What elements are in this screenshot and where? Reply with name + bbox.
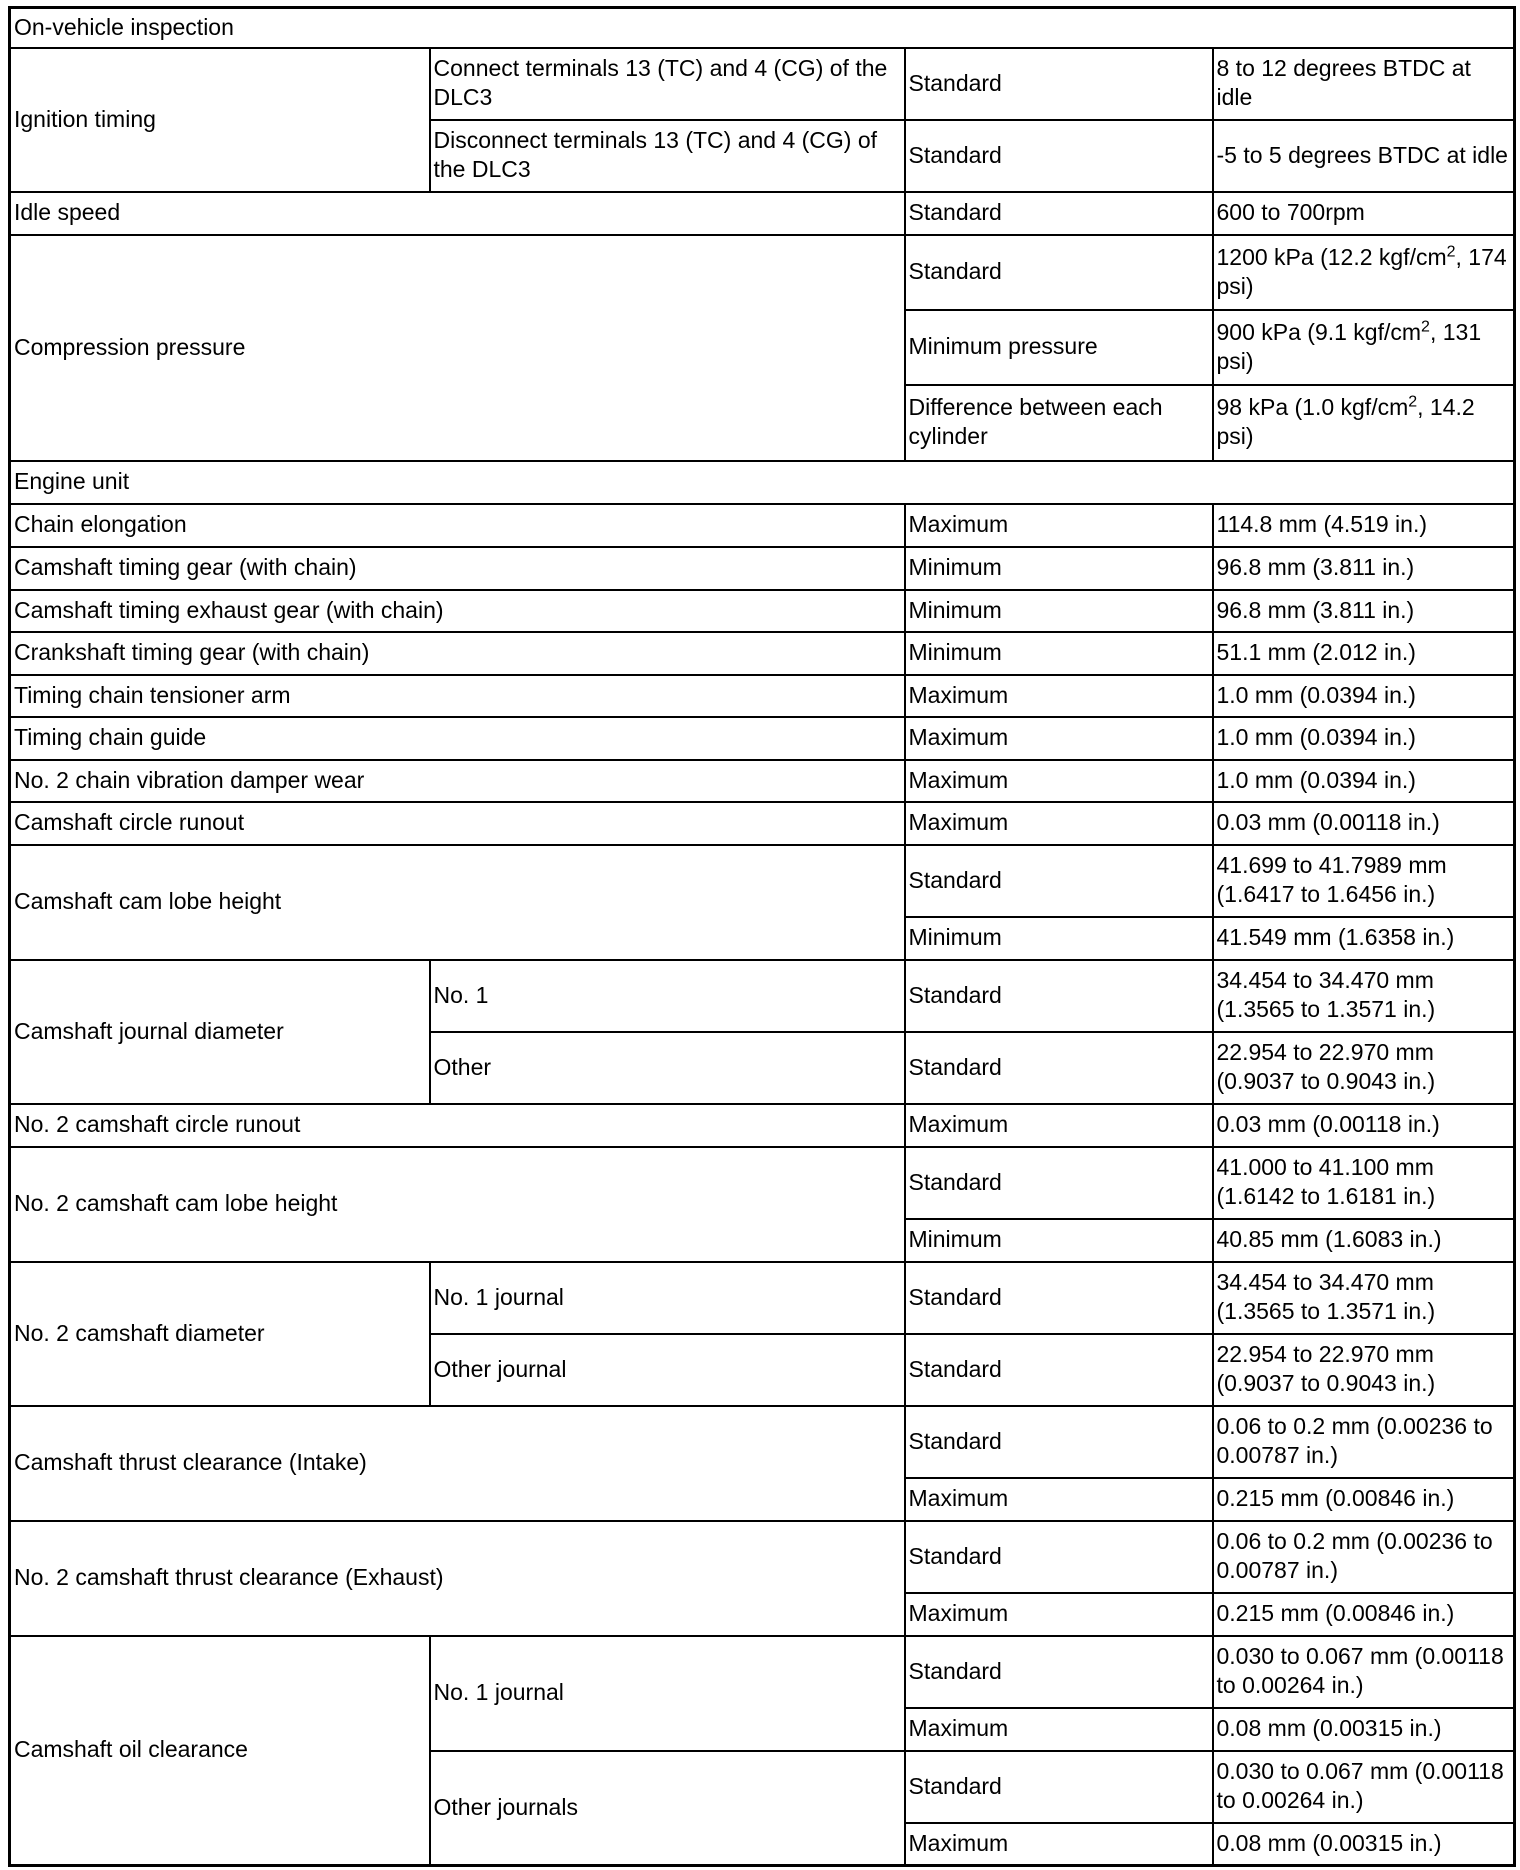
spec-type xyxy=(905,1478,1213,1521)
cell-text: 114.8 mm (4.519 in.) xyxy=(1216,511,1428,537)
cell-text: No. 1 xyxy=(433,981,489,1008)
cell-text: Maximum xyxy=(908,766,1009,793)
spec-type xyxy=(905,590,1213,632)
spec-value xyxy=(1213,1406,1515,1478)
cell-text: Camshaft thrust clearance (Intake) xyxy=(14,1449,367,1475)
condition-label xyxy=(430,120,905,192)
item-label xyxy=(10,192,905,235)
cell-text: Disconnect terminals 13 (TC) and 4 (CG) of the DLC3 xyxy=(433,127,878,182)
table-row xyxy=(10,48,1515,120)
table-row xyxy=(10,1636,1515,1708)
cell-text: 0.08 mm (0.00315 in.) xyxy=(1216,1715,1442,1741)
spec-type xyxy=(905,1104,1213,1147)
superscript: 2 xyxy=(1408,393,1418,411)
cell-text: Maximum xyxy=(908,1485,1009,1511)
spec-table-body xyxy=(10,8,1515,1866)
cell-text: Maximum xyxy=(908,511,1009,537)
section-header-engine-unit xyxy=(10,461,1515,504)
cell-text: Standard xyxy=(908,258,1002,284)
cell-text: Camshaft timing gear (with chain) xyxy=(14,554,357,580)
table-row xyxy=(10,717,1515,760)
cell-text: Other journals xyxy=(433,1793,578,1820)
cell-text: 0.030 to 0.067 mm (0.00118 to 0.00264 in.) xyxy=(1216,1643,1504,1698)
cell-text: 51.1 mm (2.012 in.) xyxy=(1216,639,1416,665)
spec-value xyxy=(1213,675,1515,717)
spec-value xyxy=(1213,1593,1515,1636)
cell-text: Standard xyxy=(908,1168,1002,1195)
cell-text: 900 kPa (9.1 kgf/cm xyxy=(1216,318,1422,345)
spec-type xyxy=(905,960,1213,1032)
spec-type xyxy=(905,1334,1213,1406)
spec-value xyxy=(1213,590,1515,632)
spec-table xyxy=(8,6,1516,1867)
cell-text: 0.08 mm (0.00315 in.) xyxy=(1216,1829,1442,1856)
superscript: 2 xyxy=(1446,242,1456,260)
spec-value xyxy=(1213,385,1515,461)
spec-value xyxy=(1213,547,1515,590)
item-label xyxy=(10,845,905,960)
cell-text: Engine unit xyxy=(14,468,130,494)
cell-text: Camshaft timing exhaust gear (with chain) xyxy=(14,596,444,623)
superscript: 2 xyxy=(1421,317,1430,335)
cell-text: 0.06 to 0.2 mm (0.00236 to 0.00787 in.) xyxy=(1216,1528,1493,1583)
cell-text: Standard xyxy=(908,1283,1002,1310)
cell-text: 0.215 mm (0.00846 in.) xyxy=(1216,1600,1455,1626)
table-row xyxy=(10,675,1515,717)
spec-value xyxy=(1213,1032,1515,1104)
cell-text: Maximum xyxy=(908,1600,1009,1626)
cell-text: Minimum xyxy=(908,554,1002,580)
spec-value xyxy=(1213,960,1515,1032)
table-row xyxy=(10,590,1515,632)
spec-value xyxy=(1213,1334,1515,1406)
cell-text: Minimum pressure xyxy=(908,333,1098,359)
spec-type xyxy=(905,120,1213,192)
cell-text: No. 2 camshaft cam lobe height xyxy=(14,1190,338,1216)
spec-value xyxy=(1213,1636,1515,1708)
cell-text: Maximum xyxy=(908,1715,1009,1741)
spec-value xyxy=(1213,120,1515,192)
cell-text: Camshaft oil clearance xyxy=(14,1736,248,1763)
condition-label xyxy=(430,1334,905,1406)
item-label xyxy=(10,1406,905,1521)
spec-value xyxy=(1213,1708,1515,1751)
spec-type xyxy=(905,675,1213,717)
spec-value xyxy=(1213,192,1515,235)
spec-value xyxy=(1213,1219,1515,1262)
cell-text: No. 2 camshaft circle runout xyxy=(14,1111,301,1137)
spec-value xyxy=(1213,845,1515,917)
spec-type xyxy=(905,1521,1213,1593)
cell-text-continued: , 14.2 psi) xyxy=(1216,394,1475,449)
cell-text: Other xyxy=(433,1053,492,1080)
condition-label xyxy=(430,960,905,1032)
condition-label xyxy=(430,1262,905,1334)
cell-text: Standard xyxy=(908,1053,1002,1080)
cell-text: Difference between each cylinder xyxy=(908,394,1163,449)
cell-text: Standard xyxy=(908,1657,1002,1684)
cell-text: 41.699 to 41.7989 mm (1.6417 to 1.6456 in.) xyxy=(1216,852,1447,907)
cell-text: Minimum xyxy=(908,639,1002,665)
table-row xyxy=(10,461,1515,504)
cell-text: Minimum xyxy=(908,596,1002,623)
cell-text: On-vehicle inspection xyxy=(14,13,234,40)
cell-text: No. 1 journal xyxy=(433,1679,564,1705)
spec-value xyxy=(1213,1104,1515,1147)
cell-text: Timing chain guide xyxy=(14,724,207,750)
item-label xyxy=(10,547,905,590)
cell-text: 0.03 mm (0.00118 in.) xyxy=(1216,809,1440,835)
cell-text: Idle speed xyxy=(14,199,121,225)
table-row xyxy=(10,1406,1515,1478)
cell-text: 98 kPa (1.0 kgf/cm xyxy=(1216,394,1409,420)
spec-type xyxy=(905,845,1213,917)
table-row xyxy=(10,192,1515,235)
item-label xyxy=(10,632,905,675)
cell-text: Connect terminals 13 (TC) and 4 (CG) of the DLC3 xyxy=(433,55,888,110)
cell-text: 96.8 mm (3.811 in.) xyxy=(1216,554,1415,580)
cell-text: 96.8 mm (3.811 in.) xyxy=(1216,596,1415,623)
spec-value xyxy=(1213,717,1515,760)
item-label xyxy=(10,1147,905,1262)
cell-text: 22.954 to 22.970 mm (0.9037 to 0.9043 in.) xyxy=(1216,1039,1436,1094)
spec-value xyxy=(1213,632,1515,675)
spec-type xyxy=(905,1751,1213,1823)
cell-text: 34.454 to 34.470 mm (1.3565 to 1.3571 in.) xyxy=(1216,967,1436,1022)
cell-text: Standard xyxy=(908,1427,1002,1454)
cell-text: -5 to 5 degrees BTDC at idle xyxy=(1216,141,1508,168)
cell-text: Maximum xyxy=(908,724,1009,750)
cell-text: 40.85 mm (1.6083 in.) xyxy=(1216,1226,1442,1252)
cell-text: 0.06 to 0.2 mm (0.00236 to 0.00787 in.) xyxy=(1216,1413,1493,1468)
condition-label xyxy=(430,1751,905,1866)
table-row xyxy=(10,760,1515,802)
cell-text: 600 to 700rpm xyxy=(1216,199,1365,225)
spec-value xyxy=(1213,802,1515,845)
spec-type xyxy=(905,802,1213,845)
cell-text: Chain elongation xyxy=(14,511,187,537)
cell-text: Minimum xyxy=(908,924,1002,950)
spec-type xyxy=(905,1032,1213,1104)
table-row xyxy=(10,960,1515,1032)
spec-type xyxy=(905,917,1213,960)
item-label xyxy=(10,1636,430,1866)
item-label xyxy=(10,760,905,802)
cell-text: 1200 kPa (12.2 kgf/cm xyxy=(1216,243,1447,270)
cell-text: Crankshaft timing gear (with chain) xyxy=(14,639,370,665)
cell-text: 1.0 mm (0.0394 in.) xyxy=(1216,681,1416,708)
spec-value xyxy=(1213,1751,1515,1823)
section-header-on-vehicle xyxy=(10,8,1515,48)
cell-text: Ignition timing xyxy=(14,105,156,132)
cell-text: Standard xyxy=(908,1772,1002,1799)
cell-text: No. 1 journal xyxy=(433,1283,564,1310)
spec-type xyxy=(905,1593,1213,1636)
cell-text: Camshaft journal diameter xyxy=(14,1017,284,1044)
spec-type xyxy=(905,192,1213,235)
spec-type xyxy=(905,717,1213,760)
spec-value xyxy=(1213,917,1515,960)
item-label xyxy=(10,717,905,760)
item-label xyxy=(10,48,430,192)
table-row xyxy=(10,8,1515,48)
cell-text: Maximum xyxy=(908,681,1009,708)
cell-text: Standard xyxy=(908,69,1002,96)
table-row xyxy=(10,1147,1515,1219)
table-row xyxy=(10,632,1515,675)
item-label xyxy=(10,504,905,547)
cell-text: Maximum xyxy=(908,1829,1009,1856)
cell-text: Standard xyxy=(908,1355,1002,1382)
item-label xyxy=(10,1262,430,1406)
spec-type xyxy=(905,1219,1213,1262)
spec-type xyxy=(905,48,1213,120)
spec-value xyxy=(1213,235,1515,310)
cell-text: Maximum xyxy=(908,809,1009,835)
condition-label xyxy=(430,1636,905,1751)
cell-text: Standard xyxy=(908,199,1002,225)
spec-value xyxy=(1213,310,1515,385)
cell-text: Other journal xyxy=(433,1355,567,1382)
item-label xyxy=(10,1104,905,1147)
item-label xyxy=(10,1521,905,1636)
cell-text: Standard xyxy=(908,866,1002,893)
condition-label xyxy=(430,1032,905,1104)
table-row xyxy=(10,504,1515,547)
cell-text: 41.549 mm (1.6358 in.) xyxy=(1216,924,1455,950)
cell-text: Standard xyxy=(908,141,1002,168)
spec-type xyxy=(905,547,1213,590)
cell-text-continued: , 131 psi) xyxy=(1216,318,1482,374)
item-label xyxy=(10,960,430,1104)
spec-type xyxy=(905,1406,1213,1478)
cell-text-continued: , 174 psi) xyxy=(1216,243,1507,299)
cell-text: 0.030 to 0.067 mm (0.00118 to 0.00264 in.) xyxy=(1216,1758,1504,1813)
cell-text: Maximum xyxy=(908,1111,1009,1137)
table-row xyxy=(10,845,1515,917)
cell-text: 0.03 mm (0.00118 in.) xyxy=(1216,1111,1440,1137)
cell-text: Minimum xyxy=(908,1226,1002,1252)
cell-text: 1.0 mm (0.0394 in.) xyxy=(1216,724,1416,750)
spec-value xyxy=(1213,1147,1515,1219)
cell-text: 22.954 to 22.970 mm (0.9037 to 0.9043 in.) xyxy=(1216,1341,1436,1396)
cell-text: No. 2 camshaft diameter xyxy=(14,1319,265,1346)
spec-type xyxy=(905,310,1213,385)
spec-type xyxy=(905,1262,1213,1334)
cell-text: 34.454 to 34.470 mm (1.3565 to 1.3571 in.) xyxy=(1216,1269,1436,1324)
cell-text: Timing chain tensioner arm xyxy=(14,681,291,708)
spec-value xyxy=(1213,1521,1515,1593)
cell-text: 1.0 mm (0.0394 in.) xyxy=(1216,766,1416,793)
cell-text: No. 2 camshaft thrust clearance (Exhaust) xyxy=(14,1564,444,1590)
item-label xyxy=(10,235,905,461)
spec-value xyxy=(1213,1262,1515,1334)
spec-value xyxy=(1213,760,1515,802)
cell-text: Camshaft cam lobe height xyxy=(14,888,282,914)
cell-text: Compression pressure xyxy=(14,333,246,360)
table-row xyxy=(10,802,1515,845)
item-label xyxy=(10,675,905,717)
spec-type xyxy=(905,1636,1213,1708)
table-row xyxy=(10,1104,1515,1147)
spec-type xyxy=(905,1147,1213,1219)
spec-type xyxy=(905,504,1213,547)
spec-type xyxy=(905,1823,1213,1866)
table-row xyxy=(10,1262,1515,1334)
spec-value xyxy=(1213,1478,1515,1521)
cell-text: Camshaft circle runout xyxy=(14,809,245,835)
table-row xyxy=(10,1521,1515,1593)
cell-text: 0.215 mm (0.00846 in.) xyxy=(1216,1485,1455,1511)
spec-value xyxy=(1213,1823,1515,1866)
spec-type xyxy=(905,1708,1213,1751)
table-row xyxy=(10,235,1515,310)
spec-value xyxy=(1213,504,1515,547)
item-label xyxy=(10,590,905,632)
spec-type xyxy=(905,760,1213,802)
table-row xyxy=(10,547,1515,590)
spec-type xyxy=(905,385,1213,461)
item-label xyxy=(10,802,905,845)
spec-value xyxy=(1213,48,1515,120)
spec-type xyxy=(905,235,1213,310)
cell-text: 8 to 12 degrees BTDC at idle xyxy=(1216,55,1471,110)
spec-type xyxy=(905,632,1213,675)
condition-label xyxy=(430,48,905,120)
cell-text: 41.000 to 41.100 mm (1.6142 to 1.6181 in.) xyxy=(1216,1154,1436,1209)
cell-text: Standard xyxy=(908,981,1002,1008)
cell-text: No. 2 chain vibration damper wear xyxy=(14,766,365,793)
cell-text: Standard xyxy=(908,1542,1002,1569)
